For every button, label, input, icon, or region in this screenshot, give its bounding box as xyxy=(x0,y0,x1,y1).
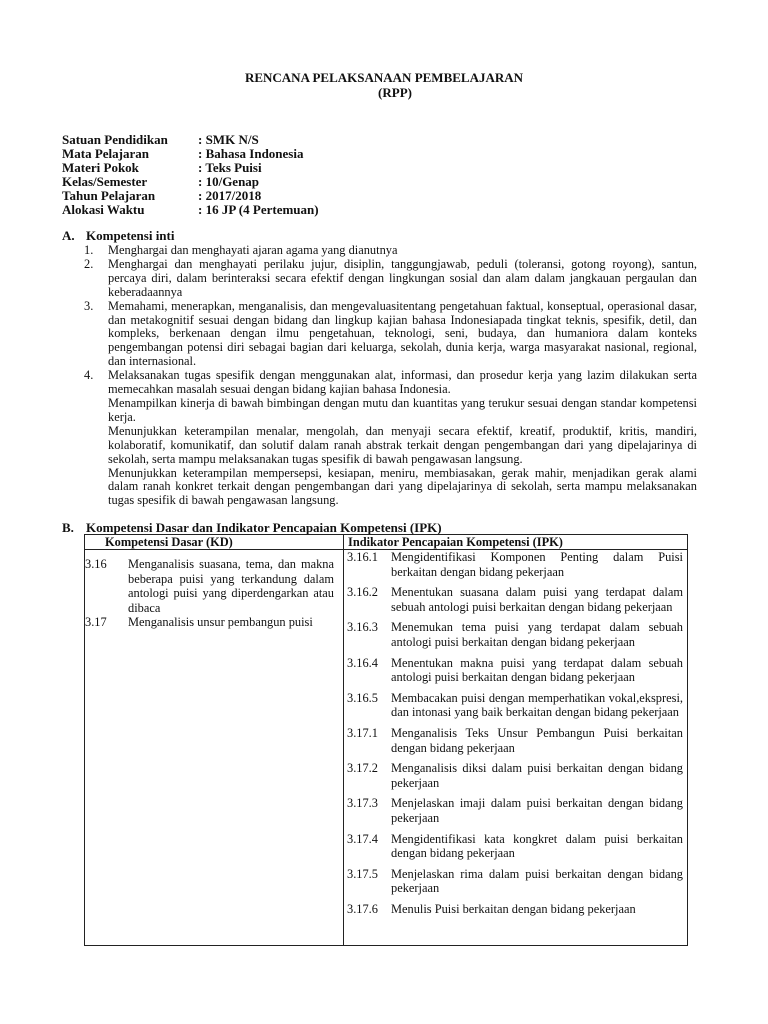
identity-row xyxy=(62,189,319,203)
list-item-text: Menghargai dan menghayati ajaran agama yang dianutnya xyxy=(108,243,398,257)
ipk-text: Menjelaskan imaji dalam puisi berkaitan dengan bidang pekerjaan xyxy=(391,796,683,825)
list-item-text: Menghargai dan menghayati perilaku jujur, disiplin, tanggungjawab, peduli (toleransi, gotong royong), santun, percaya diri, dalam berinteraksi secara efektif dengan lingkungan sosial dan alam dalam jangkauan pergaulan dan keberadaannya xyxy=(108,256,697,299)
identity-value: : Bahasa Indonesia xyxy=(198,146,304,161)
document-subtitle xyxy=(0,85,768,101)
section-a-title: Kompetensi inti xyxy=(86,228,175,243)
identity-row xyxy=(62,161,319,175)
ipk-number: 3.16.5 xyxy=(347,690,378,705)
ipk-number: 3.17.5 xyxy=(347,866,378,881)
identity-label: Materi Pokok xyxy=(62,160,139,175)
identity-value: : 16 JP (4 Pertemuan) xyxy=(198,202,319,217)
identity-label: Satuan Pendidikan xyxy=(62,132,168,147)
kd-item xyxy=(85,557,334,615)
ipk-item xyxy=(347,585,683,614)
identity-value: : Teks Puisi xyxy=(198,160,262,175)
identity-label: Tahun Pelajaran xyxy=(62,188,156,203)
list-item-text: Menampilkan kinerja di bawah bimbingan dengan mutu dan kuantitas yang terukur sesuai dengan standar kompetensi kerja. xyxy=(108,395,697,424)
ipk-item xyxy=(347,796,683,825)
ipk-text: Menganalisis Teks Unsur Pembangun Puisi berkaitan dengan bidang pekerjaan xyxy=(391,725,683,755)
ipk-item xyxy=(347,550,683,579)
list-item xyxy=(84,369,697,508)
ipk-number: 3.17.6 xyxy=(347,901,378,916)
kd-text: Menganalisis suasana, tema, dan makna beberapa puisi yang terkandung dalam antologi puisi yang diperdengarkan atau dibaca xyxy=(128,557,334,615)
list-item xyxy=(84,300,697,370)
ipk-text: Menganalisis diksi dalam puisi berkaitan dengan bidang pekerjaan xyxy=(391,761,683,790)
ipk-item xyxy=(347,726,683,755)
ipk-number: 3.16.3 xyxy=(347,620,378,635)
section-a-heading xyxy=(62,228,174,244)
list-item xyxy=(84,244,697,258)
identity-row xyxy=(62,133,319,147)
ipk-text: Membacakan puisi dengan memperhatikan vokal,ekspresi, dan intonasi yang baik berkaitan dengan bidang pekerjaan xyxy=(391,690,683,720)
ipk-text: Mengidentifikasi Komponen Penting dalam Puisi berkaitan dengan bidang pekerjaan xyxy=(391,550,683,579)
column-header-kd: Kompetensi Dasar (KD) xyxy=(105,535,233,549)
kompetensi-inti-list xyxy=(84,244,697,508)
ipk-number: 3.17.1 xyxy=(347,725,378,740)
section-b-letter: B. xyxy=(62,520,74,535)
kd-number: 3.17 xyxy=(85,615,107,629)
list-item xyxy=(84,258,697,300)
section-a-letter: A. xyxy=(62,228,75,243)
identity-label: Kelas/Semester xyxy=(62,174,148,189)
identity-label: Mata Pelajaran xyxy=(62,146,150,161)
ipk-item xyxy=(347,656,683,685)
ipk-number: 3.16.4 xyxy=(347,655,378,670)
kd-ipk-table xyxy=(84,534,688,946)
column-divider xyxy=(343,535,344,945)
ipk-text: Menemukan tema puisi yang terdapat dalam sebuah antologi puisi berkaitan dengan bidang pekerjaan xyxy=(391,620,683,649)
list-item-number: 4. xyxy=(84,368,94,383)
identity-label: Alokasi Waktu xyxy=(62,202,145,217)
list-item-text: Menunjukkan keterampilan menalar, mengolah, dan menyaji secara efektif, kreatif, produktif, kritis, mandiri, kolaboratif, komunikatif, dan solutif dalam ranah abstrak terkait dengan pengembangan dari yang dipelajarinya di sekolah, serta mampu melaksanakan tugas spesifik di bawah pengawasan langsung. xyxy=(108,423,697,466)
ipk-item xyxy=(347,902,683,917)
kd-text: Menganalisis unsur pembangun puisi xyxy=(128,615,313,629)
identity-value: : SMK N/S xyxy=(198,132,259,147)
ipk-number: 3.16.1 xyxy=(347,550,378,564)
list-item-number: 3. xyxy=(84,298,94,313)
list-item-number: 2. xyxy=(84,256,94,271)
identity-block xyxy=(62,133,319,217)
ipk-text: Menjelaskan rima dalam puisi berkaitan dengan bidang pekerjaan xyxy=(391,866,683,896)
identity-value: : 10/Genap xyxy=(198,174,260,189)
ipk-text: Menulis Puisi berkaitan dengan bidang pekerjaan xyxy=(391,901,636,916)
identity-row xyxy=(62,203,319,217)
ipk-item xyxy=(347,832,683,861)
document-title: RENCANA PELAKSANAAN PEMBELAJARAN xyxy=(244,70,524,85)
column-header-ipk: Indikator Pencapaian Kompetensi (IPK) xyxy=(348,535,563,549)
ipk-item xyxy=(347,691,683,720)
kd-number: 3.16 xyxy=(85,557,107,571)
section-b-title: Kompetensi Dasar dan Indikator Pencapaian Kompetensi (IPK) xyxy=(86,520,442,535)
ipk-text: Menentukan suasana dalam puisi yang terdapat dalam sebuah antologi puisi berkaitan dengan bidang pekerjaan xyxy=(391,585,683,614)
list-item-text: Melaksanakan tugas spesifik dengan menggunakan alat, informasi, dan prosedur kerja yang lazim dilakukan serta memecahkan masalah sesuai dengan bidang kajian bahasa Indonesia. xyxy=(108,368,697,397)
identity-row xyxy=(62,147,319,161)
ipk-item xyxy=(347,761,683,790)
list-item-text: Menunjukkan keterampilan mempersepsi, kesiapan, meniru, membiasakan, gerak mahir, menjadikan gerak alami dalam ranah konkret terkait dengan pengembangan dari yang dipelajarinya di sekolah, serta mampu melaksanakan tugas spesifik di bawah pengawasan langsung. xyxy=(108,465,697,508)
kd-column xyxy=(85,557,334,630)
identity-row xyxy=(62,175,319,189)
kd-item xyxy=(85,615,334,630)
ipk-item xyxy=(347,867,683,896)
ipk-text: Menentukan makna puisi yang terdapat dalam sebuah antologi puisi berkaitan dengan bidang pekerjaan xyxy=(391,655,683,685)
list-item-text: Memahami, menerapkan, menganalisis, dan mengevaluasitentang pengetahuan faktual, konseptual, operasional dasar, dan metakognitif sesuai dengan bidang dan lingkup kajian bahasa Indonesiapada tingkat teknis, spesifik, detil, dan kompleks, berkenaan dengan ilmu pengetahuan, teknologi, seni, budaya, dan humaniora dalam konteks pengembangan potensi diri sebagai bagian dari keluarga, sekolah, dunia kerja, warga masyarakat nasional, regional, dan internasional. xyxy=(108,298,697,369)
ipk-text: Mengidentifikasi kata kongkret dalam puisi berkaitan dengan bidang pekerjaan xyxy=(391,831,683,861)
document-subtitle-text: (RPP) xyxy=(378,85,412,100)
ipk-number: 3.16.2 xyxy=(347,585,378,600)
ipk-number: 3.17.3 xyxy=(347,796,378,811)
list-item-number: 1. xyxy=(84,243,94,257)
ipk-number: 3.17.4 xyxy=(347,831,378,846)
ipk-column xyxy=(347,550,683,922)
ipk-number: 3.17.2 xyxy=(347,761,378,776)
ipk-item xyxy=(347,620,683,649)
identity-value: : 2017/2018 xyxy=(198,188,262,203)
